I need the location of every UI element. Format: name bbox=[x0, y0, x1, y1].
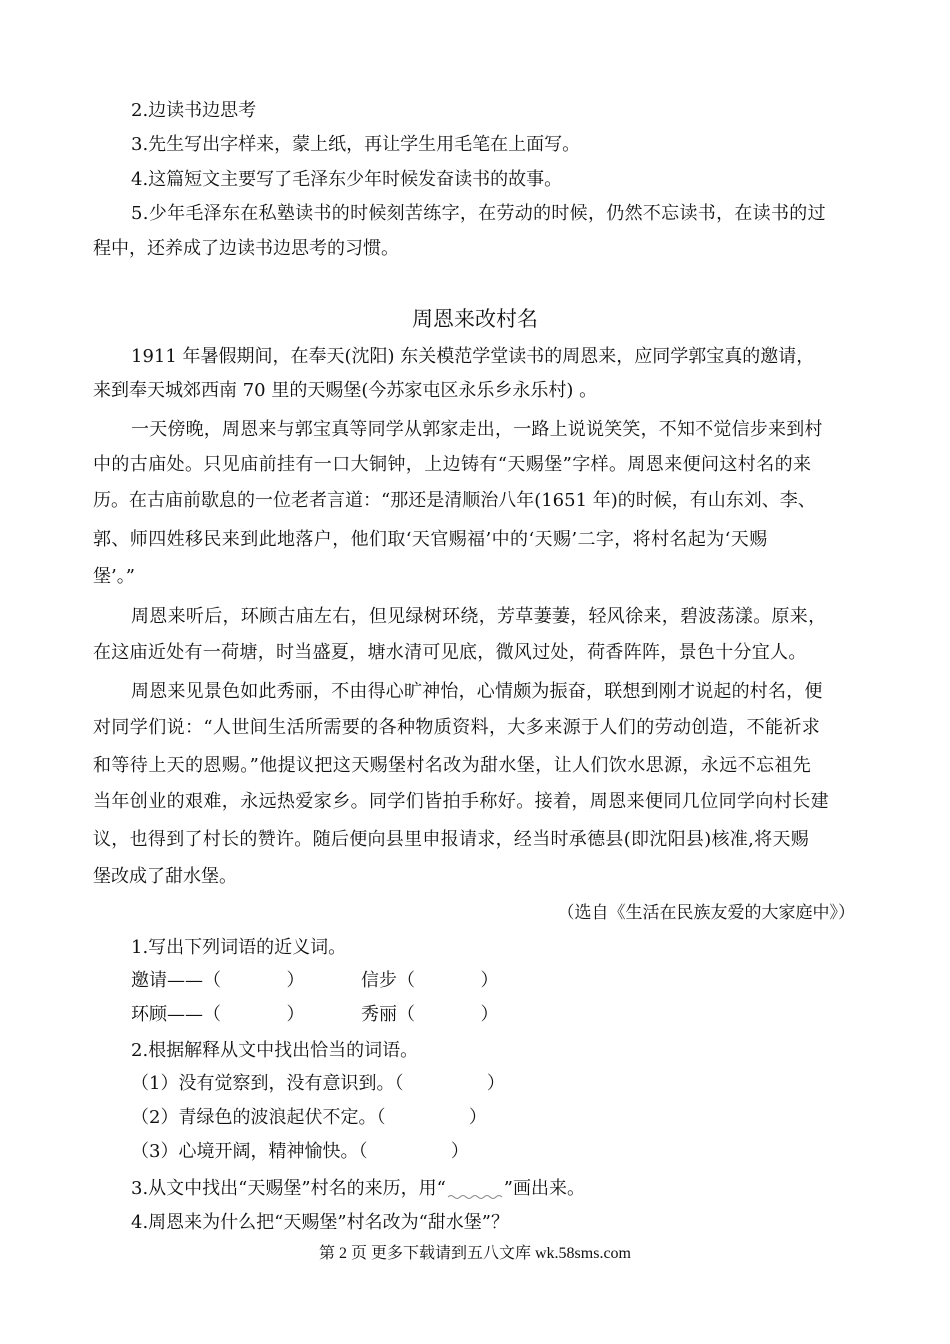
question-3 bbox=[131, 1178, 585, 1200]
close-paren: ） bbox=[480, 1004, 499, 1025]
paragraph-2-line: 堡’。” bbox=[93, 566, 135, 587]
close-paren: ） bbox=[468, 1107, 487, 1128]
paragraph-4-line: 堡改成了甜水堡。 bbox=[93, 866, 237, 887]
question-2: 2.根据解释从文中找出恰当的词语。 bbox=[131, 1040, 419, 1061]
synonym-item bbox=[131, 1004, 304, 1026]
paragraph-4-line: 当年创业的艰难，永远热爱家乡。同学们皆拍手称好。接着，周恩来便同几位同学向村长建 bbox=[93, 791, 829, 812]
definition-text: （3）心境开阔，精神愉快。（ bbox=[131, 1141, 368, 1162]
source-citation: （选自《生活在民族友爱的大家庭中》） bbox=[557, 903, 855, 923]
question-4: 4.周恩来为什么把“天赐堡”村名改为“甜水堡”？ bbox=[131, 1212, 509, 1233]
answer-2: 2.边读书边思考 bbox=[131, 100, 257, 121]
paragraph-2-line: 一天傍晚，周恩来与郭宝真等同学从郭家走出，一路上说说笑笑，不知不觉信步来到村 bbox=[131, 419, 823, 440]
definition-text: （2）青绿色的波浪起伏不定。（ bbox=[131, 1107, 386, 1128]
close-paren: ） bbox=[450, 1141, 469, 1162]
definition-text: （1）没有觉察到，没有意识到。（ bbox=[131, 1073, 404, 1094]
paragraph-4-line: 对同学们说：“人世间生活所需要的各种物质资料，大多来源于人们的劳动创造，不能祈求 bbox=[93, 717, 821, 738]
paragraph-2-line: 郭、师四姓移民来到此地落户，他们取‘天官赐福’中的‘天赐’二字，将村名起为‘天赐 bbox=[93, 529, 768, 550]
page-footer: 第 2 页 更多下载请到五八文库 wk.58sms.com bbox=[318, 1245, 631, 1262]
paragraph-4-line: 议，也得到了村长的赞许。随后便向县里申报请求，经当时承德县(即沈阳县)核准,将天赐 bbox=[93, 829, 810, 850]
wavy-underline-icon bbox=[446, 1186, 504, 1200]
paragraph-3-line: 在这庙近处有一荷塘，时当盛夏，塘水清可见底，微风过处，荷香阵阵，景色十分宜人。 bbox=[93, 642, 807, 663]
close-paren: ） bbox=[286, 970, 305, 991]
close-paren: ） bbox=[486, 1073, 505, 1094]
paragraph-4-line: 周恩来见景色如此秀丽，不由得心旷神怡，心情颇为振奋，联想到刚才说起的村名，便 bbox=[131, 681, 823, 702]
synonym-word: 秀丽（ bbox=[361, 1004, 415, 1025]
question-3-text: 3.从文中找出“天赐堡”村名的来历，用“ bbox=[131, 1178, 446, 1199]
definition-item bbox=[131, 1107, 487, 1129]
paragraph-4-line: 和等待上天的恩赐。”他提议把这天赐堡村名改为甜水堡，让人们饮水思源，永远不忘祖先 bbox=[93, 755, 812, 776]
paragraph-2-line: 历。在古庙前歇息的一位老者言道：“那还是清顺治八年(1651 年)的时候，有山东刘、李、 bbox=[93, 490, 816, 511]
answer-5-line-1: 5.少年毛泽东在私塾读书的时候刻苦练字，在劳动的时候，仍然不忘读书，在读书的过 bbox=[131, 203, 826, 224]
question-3-text-end: ”画出来。 bbox=[503, 1178, 585, 1199]
answer-4: 4.这篇短文主要写了毛泽东少年时候发奋读书的故事。 bbox=[131, 169, 563, 190]
synonym-item bbox=[361, 970, 498, 992]
definition-item bbox=[131, 1073, 505, 1095]
close-paren: ） bbox=[286, 1004, 305, 1025]
synonym-item bbox=[131, 970, 304, 992]
paragraph-2-line: 中的古庙处。只见庙前挂有一口大铜钟，上边铸有“天赐堡”字样。周恩来便问这村名的来 bbox=[93, 454, 812, 475]
definition-item bbox=[131, 1141, 469, 1163]
paragraph-3-line: 周恩来听后，环顾古庙左右，但见绿树环绕，芳草萋萋，轻风徐来，碧波荡漾。原来， bbox=[131, 606, 827, 627]
article-title: 周恩来改村名 bbox=[412, 307, 538, 331]
answer-5-line-2: 程中，还养成了边读书边思考的习惯。 bbox=[93, 238, 399, 259]
paragraph-1-line: 来到奉天城郊西南 70 里的天赐堡(今苏家屯区永乐乡永乐村) 。 bbox=[93, 380, 598, 401]
close-paren: ） bbox=[480, 970, 499, 991]
answer-3: 3.先生写出字样来，蒙上纸，再让学生用毛笔在上面写。 bbox=[131, 134, 581, 155]
synonym-word: 环顾——（ bbox=[131, 1004, 221, 1025]
question-1: 1.写出下列词语的近义词。 bbox=[131, 937, 347, 958]
synonym-item bbox=[361, 1004, 498, 1026]
synonym-word: 邀请——（ bbox=[131, 970, 221, 991]
synonym-word: 信步（ bbox=[361, 970, 415, 991]
paragraph-1-line: 1911 年暑假期间，在奉天(沈阳) 东关模范学堂读书的周恩来，应同学郭宝真的邀请， bbox=[131, 346, 815, 367]
